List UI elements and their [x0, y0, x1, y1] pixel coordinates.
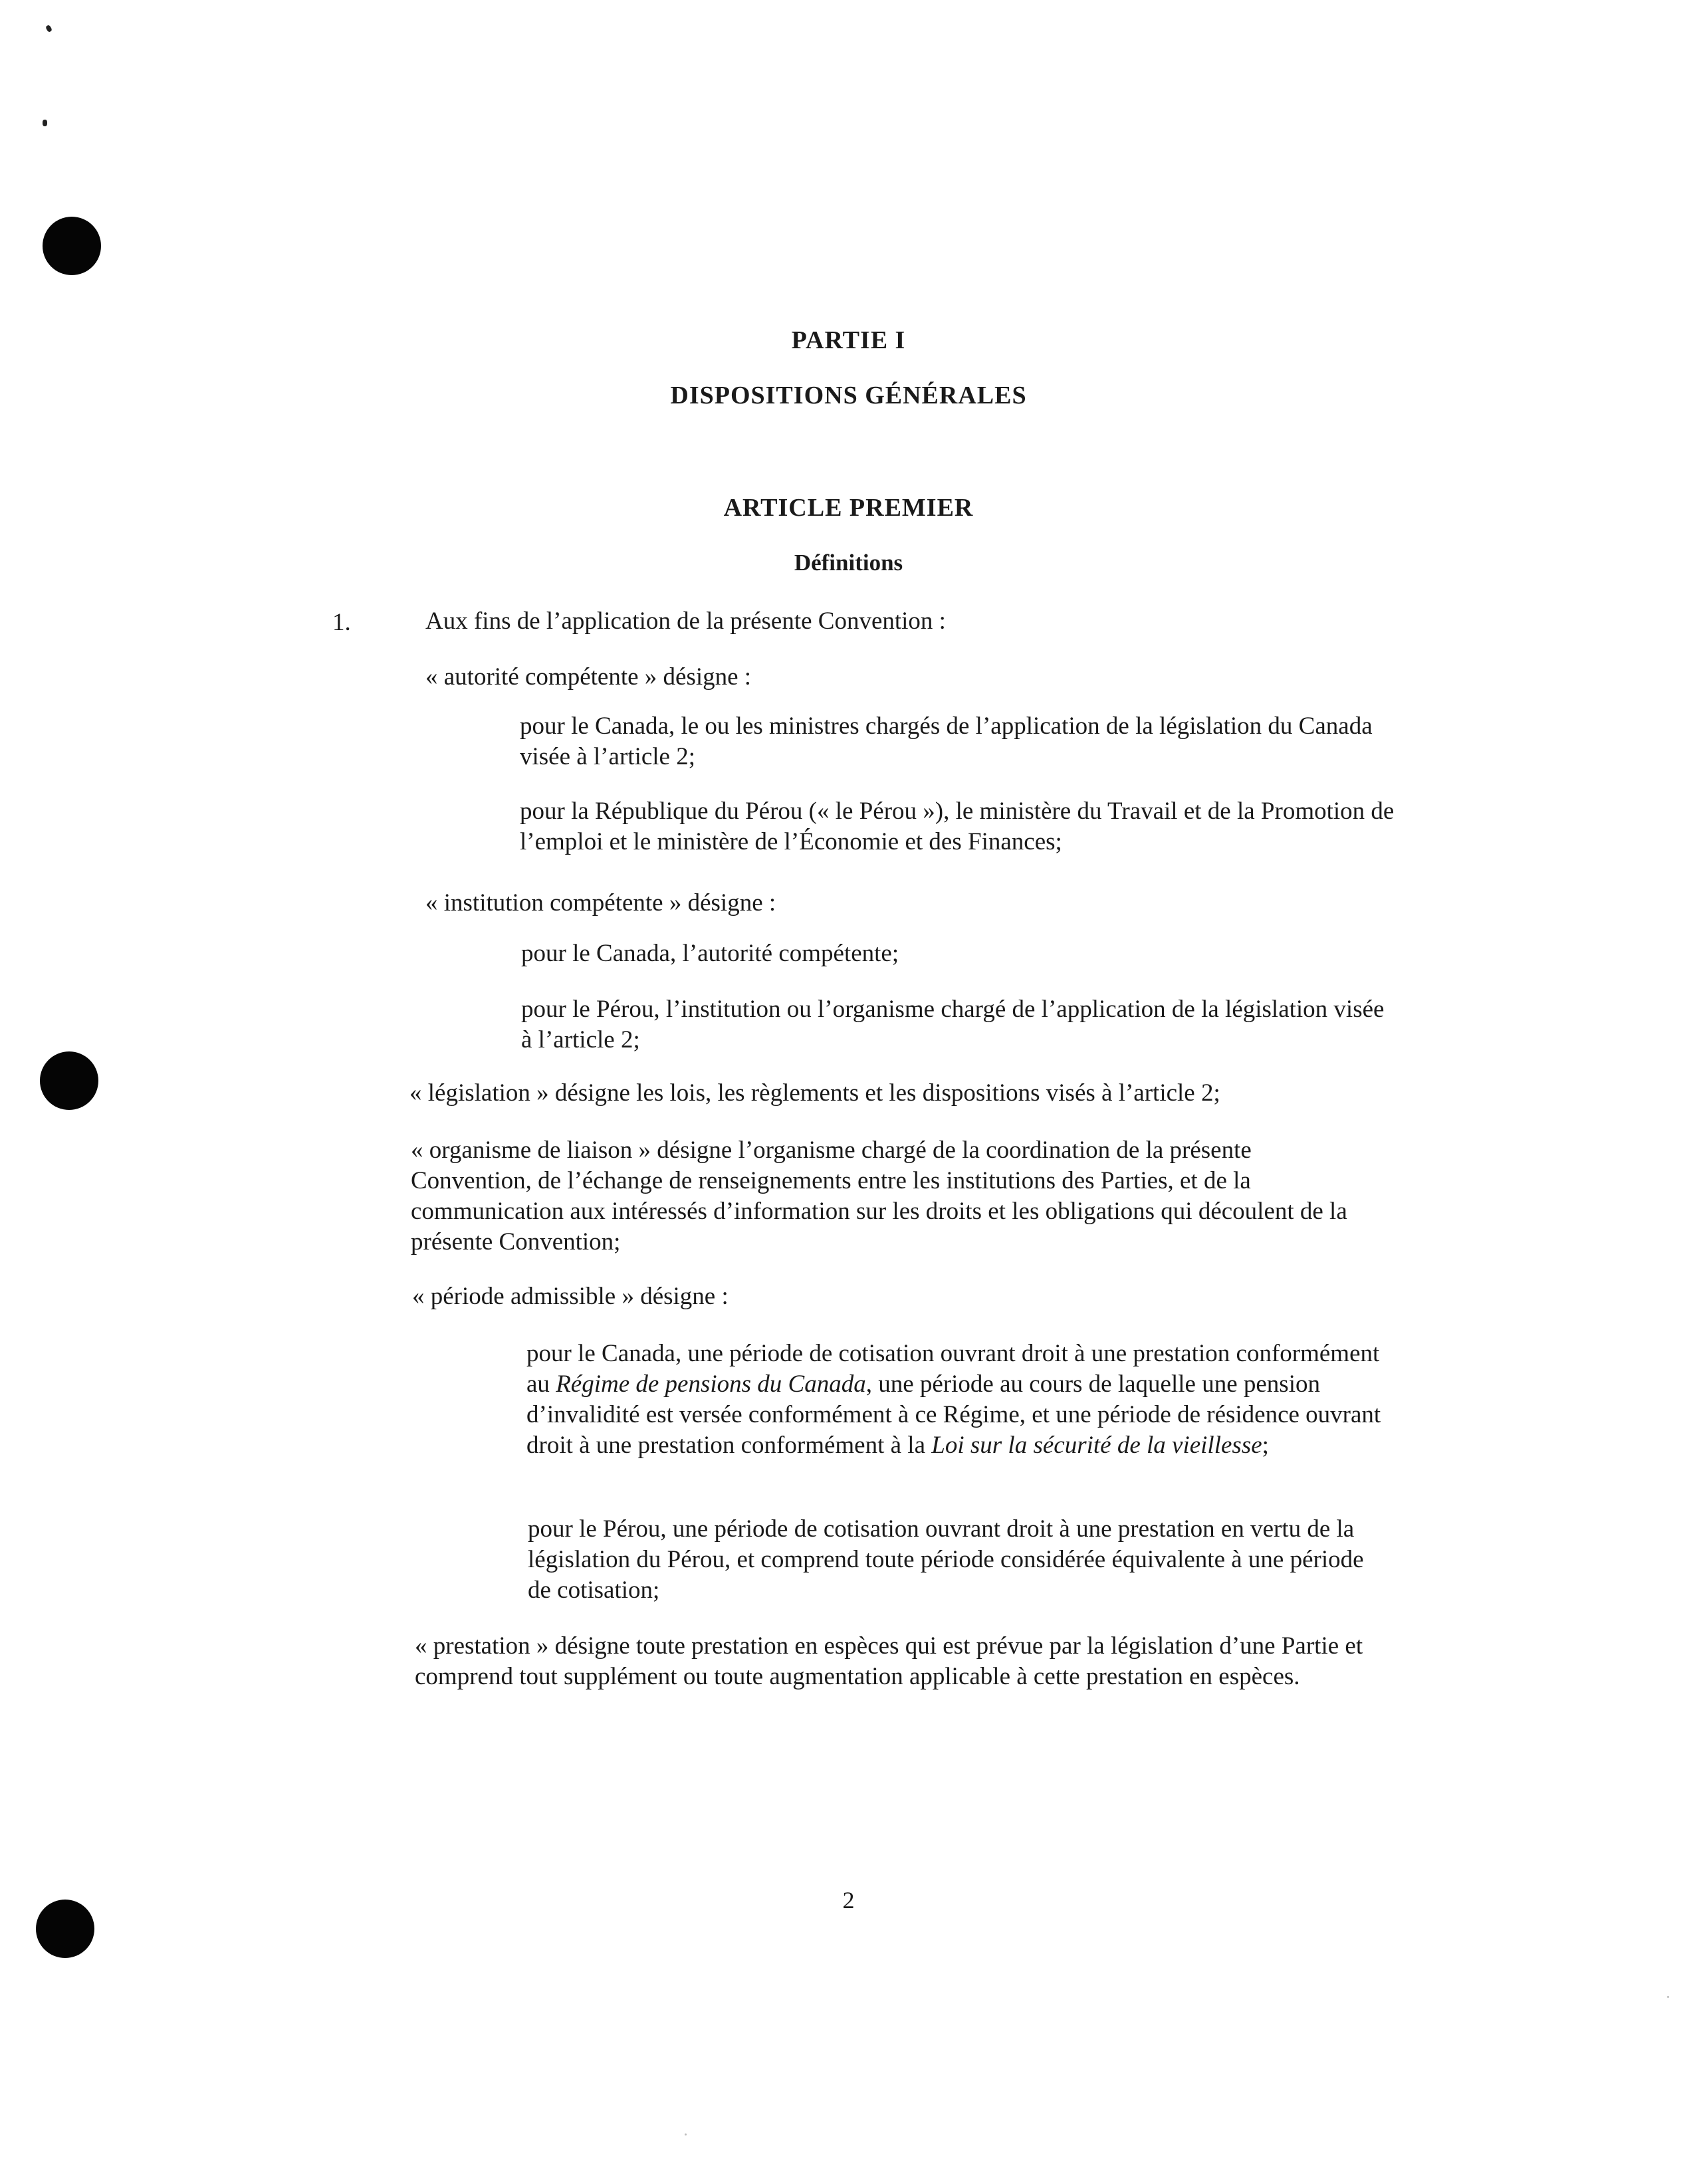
definition-institution-canada: pour le Canada, l’autorité compétente; [521, 940, 899, 967]
scan-speck [685, 2133, 687, 2135]
paragraph-intro: Aux fins de l’application de la présente Convention : [425, 607, 946, 635]
definition-periode-perou: pour le Pérou, une période de cotisation ouvrant droit à une prestation en vertu de la législation du Pérou, et comprend toute période considérée équivalente à une période de cotisation; [528, 1515, 1364, 1604]
article-title: Définitions [794, 550, 903, 576]
definition-institution-perou: pour le Pérou, l’institution ou l’organisme chargé de l’application de la législation visée à l’article 2; [521, 996, 1385, 1053]
definition-term-autorite: « autorité compétente » désigne : [425, 663, 752, 691]
page-number: 2 [842, 1887, 855, 1913]
scan-speck [1667, 1996, 1669, 1998]
text-run: , une période au cours de laquelle une pension d’invalidité est versée conformément à ce Régime, et une période de résidence ouvrant droit à une prestation conformément à la [526, 1370, 1381, 1459]
punch-hole-middle [40, 1051, 98, 1110]
definition-term-institution: « institution compétente » désigne : [425, 889, 776, 917]
part-heading: PARTIE I [791, 326, 906, 354]
paragraph-number: 1. [332, 609, 351, 636]
italic-reference-rpc: Régime de pensions du Canada [556, 1370, 866, 1398]
definition-legislation: « législation » désigne les lois, les règlements et les dispositions visés à l’article 2; [409, 1079, 1220, 1107]
definition-organisme-liaison: « organisme de liaison » désigne l’organisme chargé de la coordination de la présente Convention, de l’échange de renseignements entre les institutions des Parties, et de la communication aux intéressés d’information sur les droits et les obligations qui découlent de la présente Convention; [411, 1137, 1347, 1256]
definition-periode-canada [526, 1339, 1391, 1461]
punch-hole-top [43, 217, 101, 275]
part-title: DISPOSITIONS GÉNÉRALES [670, 382, 1027, 409]
text-run: pour le Canada, une période de cotisation ouvrant droit à une prestation conformément au [526, 1340, 1380, 1398]
definition-prestation: « prestation » désigne toute prestation en espèces qui est prévue par la législation d’une Partie et comprend tout supplément ou toute augmentation applicable à cette prestation en espèces. [415, 1632, 1363, 1690]
definition-autorite-perou: pour la République du Pérou (« le Pérou »), le ministère du Travail et de la Promotion de l’emploi et le ministère de l’Économie et des Finances; [520, 798, 1395, 855]
text-run: ; [1262, 1432, 1269, 1459]
scan-speck [45, 25, 53, 33]
italic-reference-lsv: Loi sur la sécurité de la vieillesse [931, 1432, 1262, 1459]
definition-autorite-canada: pour le Canada, le ou les ministres chargés de l’application de la législation du Canada visée à l’article 2; [520, 712, 1373, 770]
article-heading: ARTICLE PREMIER [723, 494, 974, 522]
definition-term-periode: « période admissible » désigne : [412, 1283, 729, 1310]
scan-speck [43, 120, 47, 126]
